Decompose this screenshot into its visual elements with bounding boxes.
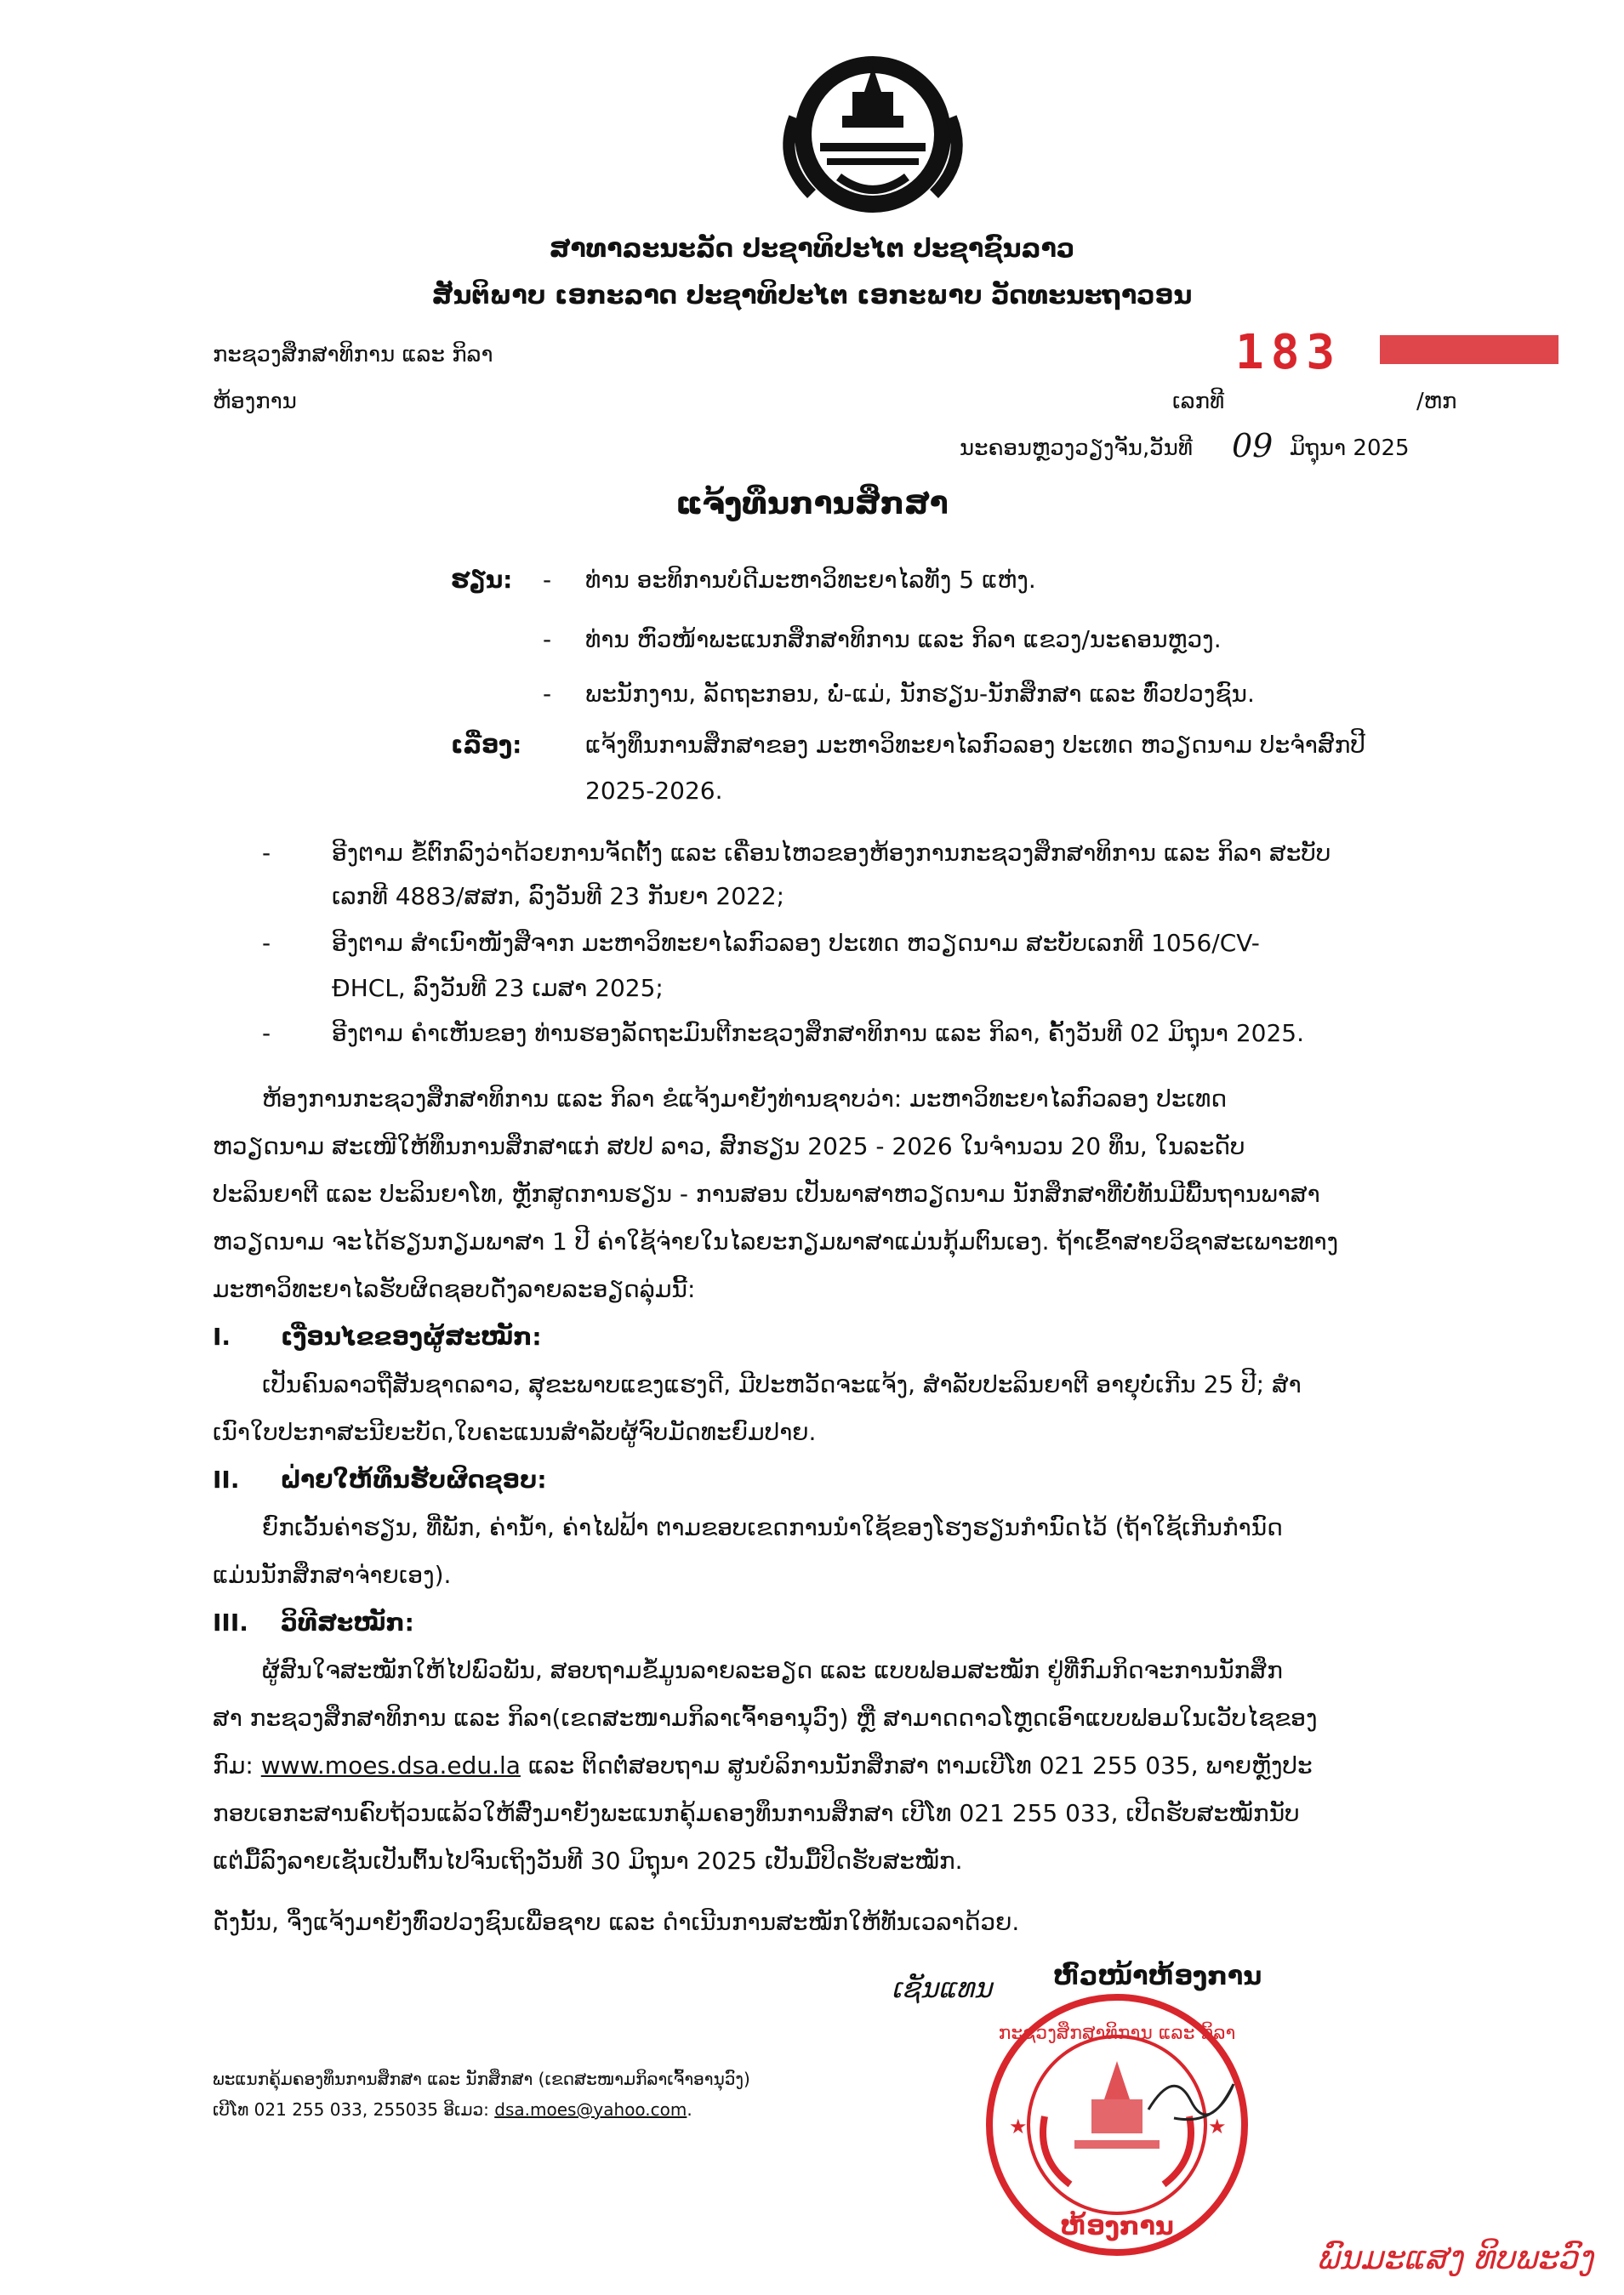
closing-statement: ດັ່ງນັ້ນ, ຈຶ່ງແຈ້ງມາຍັງທົ່ວປວງຊົນເພື່ອຊາບ ແລະ ດຳເນີນການສະໝັກໃຫ້ທັນເວລາດ້ວຍ.	[213, 1908, 1020, 1936]
seal-top-text: ກະຊວງສຶກສາທິການ ແລະ ກິລາ	[998, 2023, 1236, 2044]
reference-text: ອີງຕາມ ສຳເນົາໜັງສືຈາກ ມະຫາວິທະຍາໄລກົວລອງ ປະເທດ ຫວຽດນາມ ສະບັບເລກທີ 1056/CV-	[332, 929, 1260, 957]
footer-phone: ເບີໂທ 021 255 033, 255035 ອີເມວ:	[213, 2099, 495, 2120]
section-line: ສາ ກະຊວງສຶກສາທິການ ແລະ ກິລາ(ເຂດສະໜາມກິລາເຈົ້າອານຸວົງ) ຫຼື ສາມາດດາວໂຫຼດເອົາແບບຟອມໃນເວັບໄຊຂອງ	[213, 1704, 1318, 1732]
section-numeral: I.	[213, 1323, 231, 1351]
signatory-title: ຫົວໜ້າຫ້ອງການ	[1053, 1962, 1262, 1991]
handwritten-day: 09	[1232, 427, 1274, 464]
section-heading: ຝ່າຍໃຫ້ທຶນຮັບຜິດຊອບ:	[281, 1466, 547, 1494]
document-title: ແຈ້ງທຶນການສຶກສາ	[675, 487, 949, 521]
section-line: ຍົກເວັ້ນຄ່າຮຽນ, ທີ່ພັກ, ຄ່ານ້ຳ, ຄ່າໄຟຟ້າ ຕາມຂອບເຂດການນຳໃຊ້ຂອງໂຮງຮຽນກຳນົດໄວ້ (ຖ້າໃຊ້ເກີນກຳນົດ	[262, 1513, 1283, 1541]
reference-text: ອີງຕາມ ຂໍ້ຕົກລົງວ່າດ້ວຍການຈັດຕັ້ງ ແລະ ເຄື່ອນໄຫວຂອງຫ້ອງການກະຊວງສຶກສາທິການ ແລະ ກິລາ ສະບັບ	[332, 839, 1331, 867]
section-heading: ເງື່ອນໄຂຂອງຜູ້ສະໝັກ:	[281, 1323, 542, 1351]
recipient-dash: -	[543, 625, 552, 653]
month-year: ມິຖຸນາ 2025	[1290, 436, 1410, 461]
recipient-item: ພະນັກງານ, ລັດຖະກອນ, ພໍ່-ແມ່, ນັກຮຽນ-ນັກສຶກສາ ແລະ ທົ່ວປວງຊົນ.	[585, 680, 1255, 708]
subject-line: 2025-2026.	[585, 777, 723, 805]
subject-label: ເລື່ອງ:	[451, 731, 522, 759]
recipient-dash: -	[543, 680, 552, 708]
section-line: ເປັນຄົນລາວຖືສັນຊາດລາວ, ສຸຂະພາບແຂງແຮງດີ, ມີປະຫວັດຈະແຈ້ງ, ສຳລັບປະລິນຍາຕີ ອາຍຸບໍ່ເກີນ 25 ປີ; ສຳ	[262, 1370, 1302, 1398]
footer-email-link[interactable]: dsa.moes@yahoo.com	[494, 2099, 687, 2120]
intro-line: ຫວຽດນາມ ສະເໜີໃຫ້ທຶນການສຶກສາແກ່ ສປປ ລາວ, ສົກຮຽນ 2025 - 2026 ໃນຈຳນວນ 20 ທຶນ, ໃນລະດັບ	[213, 1132, 1245, 1160]
section-heading: ວິທີສະໝັກ:	[281, 1609, 414, 1637]
document-number-label: ເລກທີ	[1172, 389, 1225, 414]
website-link[interactable]: www.moes.dsa.edu.la	[260, 1751, 521, 1780]
footer-department: ພະແນກຄຸ້ມຄອງທຶນການສຶກສາ ແລະ ນັກສຶກສາ (ເຂດສະໜາມກິລາເຈົ້າອານຸວົງ)	[213, 2069, 750, 2089]
section-link-suffix: ແລະ ຕິດຕໍ່ສອບຖາມ ສູນບໍລິການນັກສຶກສາ ຕາມເບີໂທ 021 255 035, ພາຍຫຼັງປະ	[520, 1751, 1313, 1780]
office-name: ຫ້ອງການ	[213, 389, 297, 414]
reference-text: ĐHCL, ລົງວັນທີ 23 ເມສາ 2025;	[332, 974, 664, 1002]
seal-bottom-text: ຫ້ອງການ	[1060, 2212, 1174, 2241]
section-numeral: III.	[213, 1609, 248, 1637]
recipient-item: ທ່ານ ຫົວໜ້າພະແນກສຶກສາທິການ ແລະ ກິລາ ແຂວງ/ນະຄອນຫຼວງ.	[585, 625, 1222, 653]
signature-scribble-icon	[1140, 2059, 1251, 2135]
stamp-date-smudge	[1380, 335, 1558, 364]
recipients-label: ຮຽນ:	[451, 566, 513, 594]
svg-text:★: ★	[1009, 2115, 1028, 2138]
reference-text: ອີງຕາມ ຄຳເຫັນຂອງ ທ່ານຮອງລັດຖະມົນຕີກະຊວງສຶກສາທິການ ແລະ ກິລາ, ຄັ້ງວັນທີ 02 ມິຖຸນາ 2025.	[332, 1019, 1304, 1047]
ministry-name: ກະຊວງສຶກສາທິການ ແລະ ກິລາ	[213, 342, 493, 367]
document-number-suffix: /ຫກ	[1416, 389, 1457, 414]
recipient-item: ທ່ານ ອະທິການບໍດີມະຫາວິທະຍາໄລທັງ 5 ແຫ່ງ.	[585, 566, 1036, 594]
intro-line: ປະລິນຍາຕີ ແລະ ປະລິນຍາໂທ, ຫຼັກສູດການຮຽນ - ການສອນ ເປັນພາສາຫວຽດນາມ ນັກສຶກສາທີ່ບໍ່ທັນມີພື້ນຖານພາສາ	[213, 1180, 1320, 1208]
section-line: ກອບເອກະສານຄົບຖ້ວນແລ້ວໃຫ້ສົ່ງມາຍັງພະແນກຄຸ້ມຄອງທຶນການສຶກສາ ເບີໂທ 021 255 033, ເປີດຮັບສະໝັກນັບ	[213, 1799, 1300, 1827]
intro-line: ມະຫາວິທະຍາໄລຮັບຜິດຊອບດັ່ງລາຍລະອຽດລຸ່ມນີ້:	[213, 1275, 696, 1303]
reference-dash: -	[262, 1019, 271, 1047]
intro-line: ຫ້ອງການກະຊວງສຶກສາທິການ ແລະ ກິລາ ຂໍແຈ້ງມາຍັງທ່ານຊາບວ່າ: ມະຫາວິທະຍາໄລກົວລອງ ປະເທດ	[262, 1085, 1228, 1113]
section-line: ແມ່ນນັກສຶກສາຈ່າຍເອງ).	[213, 1561, 452, 1589]
reference-dash: -	[262, 929, 271, 957]
subject-line: ແຈ້ງທຶນການສຶກສາຂອງ ມະຫາວິທະຍາໄລກົວລອງ ປະເທດ ຫວຽດນາມ ປະຈຳສົກປີ	[585, 731, 1365, 759]
section-line: ເນົາໃບປະກາສະນີຍະບັດ,ໃບຄະແນນສຳລັບຜູ້ຈົບມັດທະຍົມປາຍ.	[213, 1418, 817, 1446]
reference-text: ເລກທີ 4883/ສສກ, ລົງວັນທີ 23 ກັນຍາ 2022;	[332, 882, 785, 910]
section-line: ຜູ້ສົນໃຈສະໝັກໃຫ້ໄປພົວພັນ, ສອບຖາມຂໍ້ມູນລາຍລະອຽດ ແລະ ແບບຟອມສະໝັກ ຢູ່ທີ່ກົມກິດຈະການນັກສຶກ	[262, 1656, 1283, 1684]
place-date-prefix: ນະຄອນຫຼວງວຽງຈັນ,ວັນທີ	[960, 436, 1193, 461]
section-line: ແຕ່ມື້ລົງລາຍເຊັນເປັນຕົ້ນໄປຈົນເຖິງວັນທີ 30 ມິຖຸນາ 2025 ເປັນມື້ປິດຮັບສະໝັກ.	[213, 1847, 963, 1875]
national-emblem-icon	[761, 41, 985, 219]
reference-dash: -	[262, 839, 271, 867]
footer-contact	[213, 2099, 692, 2120]
section-link-line	[213, 1740, 1313, 1791]
svg-text:★: ★	[1208, 2115, 1227, 2138]
intro-line: ຫວຽດນາມ ຈະໄດ້ຮຽນກຽມພາສາ 1 ປີ ຄ່າໃຊ້ຈ່າຍໃນໄລຍະກຽມພາສາແມ່ນກຸ້ມຕົນເອງ. ຖ້າເຂົ້າສາຍວິຊາສະເພາະທາງ	[213, 1227, 1339, 1256]
on-behalf-handwritten: ເຊັນແທນ	[892, 1972, 993, 2004]
section-link-prefix: ກົມ:	[213, 1751, 261, 1780]
country-name: ສາທາລະນະລັດ ປະຊາທິປະໄຕ ປະຊາຊົນລາວ	[549, 234, 1075, 264]
national-motto: ສັນຕິພາບ ເອກະລາດ ປະຊາທິປະໄຕ ເອກະພາບ ວັດທະນະຖາວອນ	[431, 281, 1193, 310]
signatory-name: ພົນມະແສງ ທິບພະວົງ	[1317, 2239, 1594, 2276]
footer-suffix: .	[687, 2099, 692, 2120]
section-numeral: II.	[213, 1466, 240, 1494]
recipient-dash: -	[543, 566, 552, 594]
document-number-stamp: 183	[1235, 325, 1342, 380]
